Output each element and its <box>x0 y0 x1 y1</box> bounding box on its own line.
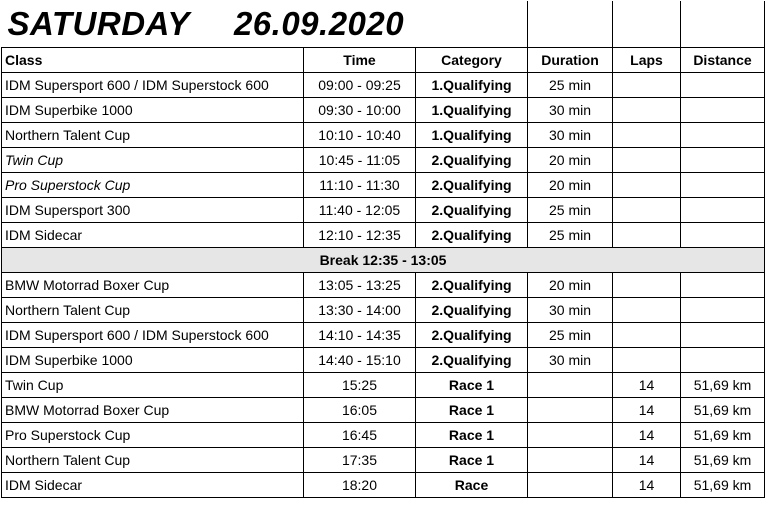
cell-category: Race 1 <box>416 397 528 422</box>
cell-class: IDM Superbike 1000 <box>2 97 304 122</box>
cell-laps <box>613 72 681 97</box>
column-header-distance: Distance <box>681 47 765 72</box>
cell-laps: 14 <box>613 422 681 447</box>
column-header-laps: Laps <box>613 47 681 72</box>
cell-time: 17:35 <box>304 447 416 472</box>
cell-category: Race 1 <box>416 447 528 472</box>
title-empty-cell <box>613 1 681 47</box>
cell-class: Northern Talent Cup <box>2 447 304 472</box>
cell-duration: 20 min <box>528 272 613 297</box>
cell-category: 1.Qualifying <box>416 72 528 97</box>
cell-distance <box>681 322 765 347</box>
table-row <box>2 272 765 297</box>
schedule-body <box>2 1 765 497</box>
cell-distance <box>681 222 765 247</box>
cell-time: 10:10 - 10:40 <box>304 122 416 147</box>
title-row <box>2 1 765 47</box>
cell-distance <box>681 197 765 222</box>
cell-time: 15:25 <box>304 372 416 397</box>
table-row <box>2 172 765 197</box>
cell-class: BMW Motorrad Boxer Cup <box>2 397 304 422</box>
table-row <box>2 422 765 447</box>
cell-time: 11:40 - 12:05 <box>304 197 416 222</box>
table-row <box>2 122 765 147</box>
cell-laps <box>613 122 681 147</box>
cell-time: 13:05 - 13:25 <box>304 272 416 297</box>
cell-distance <box>681 122 765 147</box>
cell-time: 14:40 - 15:10 <box>304 347 416 372</box>
cell-category: 2.Qualifying <box>416 147 528 172</box>
cell-time: 18:20 <box>304 472 416 497</box>
cell-laps: 14 <box>613 447 681 472</box>
cell-time: 11:10 - 11:30 <box>304 172 416 197</box>
cell-class: IDM Supersport 600 / IDM Superstock 600 <box>2 322 304 347</box>
cell-category: 2.Qualifying <box>416 347 528 372</box>
cell-duration: 30 min <box>528 347 613 372</box>
cell-category: 2.Qualifying <box>416 222 528 247</box>
cell-laps <box>613 222 681 247</box>
cell-class: IDM Supersport 600 / IDM Superstock 600 <box>2 72 304 97</box>
cell-class: Twin Cup <box>2 147 304 172</box>
break-row <box>2 247 765 272</box>
cell-class: IDM Supersport 300 <box>2 197 304 222</box>
cell-duration: 20 min <box>528 172 613 197</box>
cell-time: 13:30 - 14:00 <box>304 297 416 322</box>
cell-laps <box>613 322 681 347</box>
title-empty-cell <box>528 1 613 47</box>
table-row <box>2 297 765 322</box>
table-row <box>2 72 765 97</box>
cell-class: IDM Superbike 1000 <box>2 347 304 372</box>
cell-category: 2.Qualifying <box>416 322 528 347</box>
cell-class: Northern Talent Cup <box>2 122 304 147</box>
cell-duration: 25 min <box>528 197 613 222</box>
table-row <box>2 372 765 397</box>
cell-duration <box>528 422 613 447</box>
cell-time: 12:10 - 12:35 <box>304 222 416 247</box>
table-row <box>2 222 765 247</box>
table-row <box>2 147 765 172</box>
table-row <box>2 397 765 422</box>
cell-duration: 30 min <box>528 97 613 122</box>
cell-duration: 20 min <box>528 147 613 172</box>
cell-duration <box>528 397 613 422</box>
cell-distance <box>681 147 765 172</box>
cell-laps: 14 <box>613 372 681 397</box>
cell-distance <box>681 97 765 122</box>
cell-distance: 51,69 km <box>681 372 765 397</box>
cell-category: Race 1 <box>416 372 528 397</box>
cell-time: 16:45 <box>304 422 416 447</box>
schedule-table <box>1 1 765 498</box>
cell-distance: 51,69 km <box>681 472 765 497</box>
cell-class: Pro Superstock Cup <box>2 422 304 447</box>
cell-laps <box>613 297 681 322</box>
cell-distance: 51,69 km <box>681 422 765 447</box>
cell-category: 1.Qualifying <box>416 97 528 122</box>
column-header-row <box>2 47 765 72</box>
date-label: 26.09.2020 <box>233 4 405 42</box>
cell-category: 2.Qualifying <box>416 197 528 222</box>
cell-class: Pro Superstock Cup <box>2 172 304 197</box>
cell-category: Race 1 <box>416 422 528 447</box>
cell-time: 09:00 - 09:25 <box>304 72 416 97</box>
cell-duration: 25 min <box>528 322 613 347</box>
cell-category: 1.Qualifying <box>416 122 528 147</box>
column-header-time: Time <box>304 47 416 72</box>
column-header-class: Class <box>2 47 304 72</box>
cell-class: Northern Talent Cup <box>2 297 304 322</box>
column-header-duration: Duration <box>528 47 613 72</box>
cell-time: 14:10 - 14:35 <box>304 322 416 347</box>
cell-laps <box>613 97 681 122</box>
cell-distance <box>681 172 765 197</box>
cell-time: 10:45 - 11:05 <box>304 147 416 172</box>
cell-laps: 14 <box>613 472 681 497</box>
cell-duration: 25 min <box>528 72 613 97</box>
column-header-category: Category <box>416 47 528 72</box>
cell-laps <box>613 147 681 172</box>
table-row <box>2 97 765 122</box>
cell-laps <box>613 272 681 297</box>
cell-time: 16:05 <box>304 397 416 422</box>
cell-duration <box>528 447 613 472</box>
table-row <box>2 322 765 347</box>
break-label: Break 12:35 - 13:05 <box>2 247 765 272</box>
cell-distance <box>681 297 765 322</box>
day-label: SATURDAY <box>7 4 190 42</box>
cell-duration <box>528 372 613 397</box>
cell-time: 09:30 - 10:00 <box>304 97 416 122</box>
table-row <box>2 347 765 372</box>
cell-laps <box>613 347 681 372</box>
cell-laps: 14 <box>613 397 681 422</box>
cell-laps <box>613 172 681 197</box>
cell-class: Twin Cup <box>2 372 304 397</box>
cell-class: IDM Sidecar <box>2 222 304 247</box>
cell-laps <box>613 197 681 222</box>
cell-distance <box>681 72 765 97</box>
cell-distance: 51,69 km <box>681 447 765 472</box>
cell-category: 2.Qualifying <box>416 172 528 197</box>
table-row <box>2 197 765 222</box>
cell-duration: 30 min <box>528 122 613 147</box>
cell-category: Race <box>416 472 528 497</box>
cell-category: 2.Qualifying <box>416 297 528 322</box>
cell-distance: 51,69 km <box>681 397 765 422</box>
cell-class: IDM Sidecar <box>2 472 304 497</box>
title-empty-cell <box>681 1 765 47</box>
cell-duration: 30 min <box>528 297 613 322</box>
cell-distance <box>681 272 765 297</box>
cell-category: 2.Qualifying <box>416 272 528 297</box>
cell-class: BMW Motorrad Boxer Cup <box>2 272 304 297</box>
table-row <box>2 447 765 472</box>
cell-distance <box>681 347 765 372</box>
cell-duration <box>528 472 613 497</box>
page-title <box>2 1 528 47</box>
table-row <box>2 472 765 497</box>
cell-duration: 25 min <box>528 222 613 247</box>
